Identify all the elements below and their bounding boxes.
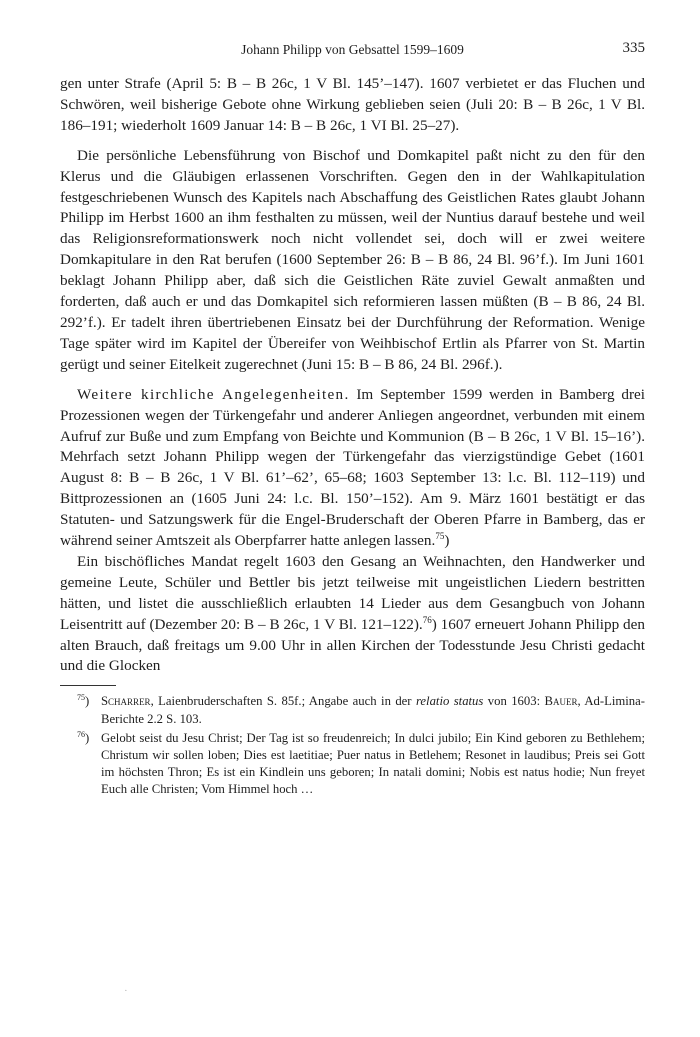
paragraph-text: Ein bischöfliches Mandat regelt 1603 den Gesang an Weihnachten, den Handwerker und gemeine Leute, Schüler und Bettler bis jetzt teilweise mit ungeistlichen Liedern bestritten hätten, und listet die ausschließlich erlaubten 14 Lieder aus dem Gesangbuch von Johann Leisentritt auf (Dezember 20: B – B 26c, 1 V Bl. 121–122). xyxy=(60,552,645,633)
paragraph-kirchliche-angelegenheiten xyxy=(60,385,645,552)
author-name: Bauer xyxy=(544,694,578,709)
footnote-number: $^{76}$) xyxy=(77,729,90,745)
footnotes xyxy=(60,693,645,798)
paragraph-text: ) 1607 erneuert Johann Philipp den alten Brauch, daß freitags um 9.00 Uhr in allen Kirchen der Todesstunde Jesu Christi gedacht und die Glocken xyxy=(60,615,645,675)
scan-speck: · xyxy=(124,985,128,997)
paragraph-text: Im September 1599 werden in Bamberg drei Prozessionen wegen der Türkengefahr und anderer Anliegen angeordnet, verbunden mit einem Aufruf zur Buße und zum Empfang von Beichte und Kommunion (B – B 26c, 1 V Bl. 15–16’). Mehrfach setzt Johann Philipp wegen der Türkengefahr das vierzigstündige Gebet (1601 August 8: B – B 26c, 1 V Bl. 61’–62’, 65–68; 1603 September 13: l.c. Bl. 112–119) und Bittprozessionen an (1605 Juni 24: l.c. Bl. 150’–152). Am 9. März 1601 bestätigt er das Statuten- und Satzungswerk für die Engel-Bruderschaft der Oberen Pfarre in Bamberg, das er während seiner Amtszeit als Oberpfarrer hatte anlegen lassen. xyxy=(60,385,645,550)
section-heading: Weitere kirchliche Angelegenheiten. xyxy=(77,385,350,403)
footnote-76 xyxy=(60,730,645,799)
footnote-reference-76[interactable]: 76 xyxy=(422,614,432,625)
book-page xyxy=(60,38,645,801)
footnote-reference-75[interactable]: 75 xyxy=(435,530,445,541)
footnote-divider xyxy=(60,685,116,686)
main-text xyxy=(60,74,645,677)
paragraph-continued: gen unter Strafe (April 5: B – B 26c, 1 V Bl. 145’–147). 1607 verbietet er das Fluchen und Schwören, weil bisherige Gebote ohne Wirkung geblieben seien (Juli 20: B – B 26c, 1 V Bl. 186–191; wiederholt 1609 Januar 14: B – B 26c, 1 VI Bl. 25–27). xyxy=(60,75,645,134)
footnote-75: $^{75}$) Scharrer, Laienbruderschaften S. 85f.; Angabe auch in der relatio status von 1603: Bauer, Ad-Limina-Berichte 2.2 S. 103. xyxy=(77,693,645,726)
footnote-number: $^{75}$) xyxy=(77,693,90,709)
running-title: Johann Philipp von Gebsattel 1599–1609 xyxy=(241,42,464,57)
footnote-text: Gelobt seist du Jesu Christ; Der Tag ist so freudenreich; In dulci jubilo; Ein Kind geboren zu Bethlehem; Christum wir sollen loben; Dies est laetitiae; Puer natus in Betlehem; Resonet in laudibus; Preis sei Gott im höchsten Thron; Es ist ein Kindlein uns geboren; In natali domini; Nobis est natus hodie; Nun freyet Euch alle Christen; Vom Himmel hoch … xyxy=(101,730,645,797)
italic-term: relatio status xyxy=(415,694,484,709)
footnote-reference-close: ) xyxy=(444,532,450,550)
page-number: 335 xyxy=(622,40,645,56)
paragraph-weihnachtsgesang xyxy=(60,552,645,677)
author-name: Scharrer xyxy=(101,694,151,709)
page-header xyxy=(60,38,645,62)
paragraph-lebensfuehrung: Die persönliche Lebensführung von Bischof und Domkapitel paßt nicht zu den für den Klerus und die Gläubigen erlassenen Vorschriften. Gegen den in der Wahlkapitulation festgeschriebenen Wunsch des Kapitels nach Abschaffung des Geistlichen Rates glaubt Johann Philipp im Herbst 1600 an ihm festhalten zu müssen, weil der Nuntius darauf bestehe und weil das Religionsreformationswerk noch nicht vollendet sei, doch will er zwei weitere Domkapitulare in den Rat berufen (1600 September 26: B – B 86, 24 Bl. 96’f.). Im Juni 1601 beklagt Johann Philipp aber, daß sich die Geistlichen Räte zuviel Gewalt anmaßten und forderten, daß auch er und das Domkapitel sich reformieren lassen müßten (B – B 86, 24 Bl. 292’f.). Er tadelt ihren übertriebenen Einsatz bei der Durchführung der Reformation. Wenige Tage später wird im Kapitel der Übereifer von Weihbischof Ertlin als Pfarrer von St. Martin gerügt und seiner Eitelkeit zugerechnet (Juni 15: B – B 86, 24 Bl. 296f.). xyxy=(60,146,645,373)
